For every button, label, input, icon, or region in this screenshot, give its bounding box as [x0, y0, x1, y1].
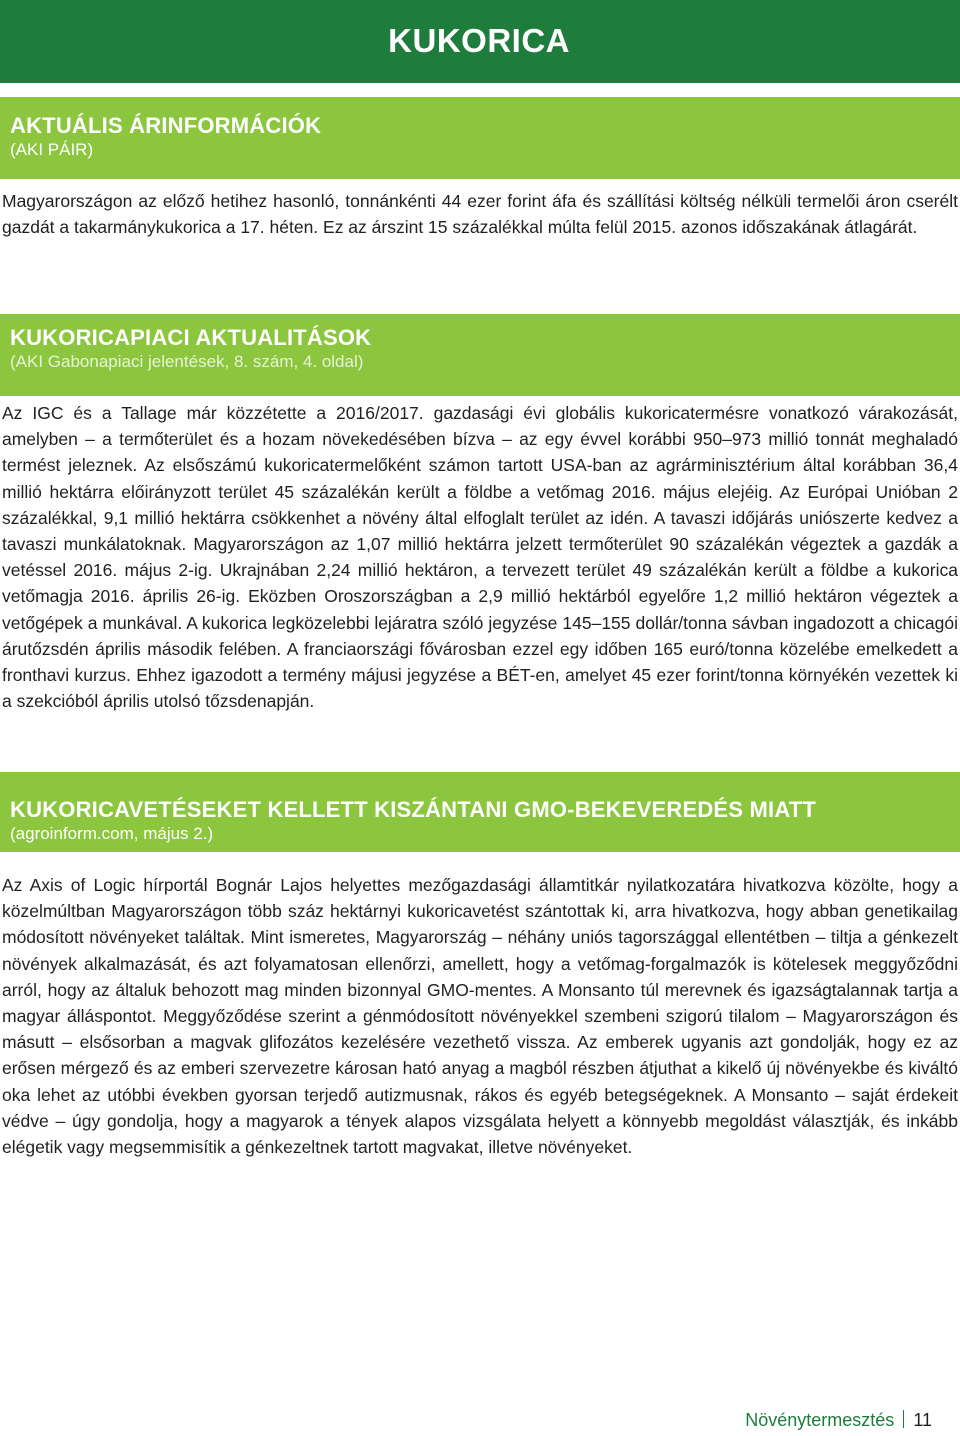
section-heading: KUKORICAVETÉSEKET KELLETT KISZÁNTANI GMO-BEKEVEREDÉS MIATT	[10, 797, 817, 822]
header-bar	[0, 0, 960, 83]
section-heading-bar	[0, 97, 960, 179]
page-footer	[745, 1410, 932, 1431]
section-source: (agroinform.com, május 2.)	[10, 824, 214, 843]
footer-divider	[903, 1410, 904, 1428]
section-heading: KUKORICAPIACI AKTUALITÁSOK	[10, 325, 372, 350]
footer-section-name: Növénytermesztés	[745, 1410, 895, 1430]
section-heading-bar	[0, 314, 960, 396]
section-body: Magyarországon az előző hetihez hasonló, tonnánkénti 44 ezer forint áfa és szállítási költség nélküli termelői áron cserélt gazdát a takarmánykukorica a 17. héten. Ez az árszint 15 százalékkal múlta felül 2015. azonos időszakának átlagárát.	[2, 191, 958, 237]
page-title: KUKORICA	[388, 22, 570, 59]
section-source: (AKI PÁIR)	[10, 140, 94, 159]
section-body: Az IGC és a Tallage már közzétette a 2016/2017. gazdasági évi globális kukoricatermésre vonatkozó várakozását, amelyben – a termőterület és a hozam növekedésében bízva – az egy évvel korábbi 950–973 millió tonnát meghaladó termést jeleznek. Az elsőszámú kukoricatermelőként számon tartott USA-ban az agrárminisztérium által korábban 36,4 millió hektárra előirányzott terület 45 százalékán került a földbe a vetőmag 2016. május elejéig. Az Európai Unióban 2 százalékkal, 9,1 millió hektárra csökkenhet a növény által elfoglalt terület az idén. A tavaszi időjárás uniószerte kedvez a tavaszi munkálatoknak. Magyarországon az 1,07 millió hektárra jelzett termőterület 90 százalékán végeztek a gazdák a vetéssel 2016. május 2-ig. Ukrajnában 2,24 millió hektáron, a tervezett terület 49 százalékán került a földbe a kukorica vetőmagja 2016. április 26-ig. Eközben Oroszországban a 2,9 millió hektárból egyelőre 1,2 millió hektáron végeztek a vetőgépek a munkával. A kukorica legközelebbi lejáratra szóló jegyzése 145–155 dollár/tonna sávban ingadozott a chicagói árutőzsdén április második felében. A franciaországi fővárosban ezzel egy időben 165 euró/tonna közelébe emelkedett a fronthavi kurzus. Ehhez igazodott a termény májusi jegyzése a BÉT-en, amelyet 45 ezer forint/tonna környékén vezettek ki a szekcióból április utolsó tőzsdenapján.	[2, 403, 958, 712]
page-number: 11	[913, 1410, 932, 1430]
section-heading: AKTUÁLIS ÁRINFORMÁCIÓK	[10, 113, 322, 138]
section-body: Az Axis of Logic hírportál Bognár Lajos helyettes mezőgazdasági államtitkár nyilatkozatára hivatkozva közölte, hogy a közelmúltban Magyarországon több száz hektárnyi kukoricavetést szántottak ki, arra hivatkozva, hogy abban genetikailag módosított növényeket találtak. Mint ismeretes, Magyarország – néhány uniós tagországgal ellentétben – tiltja a génkezelt növények alkalmazását, és azt folyamatosan ellenőrzi, amellett, hogy a vetőmag-forgalmazók is kötelesek meggyőződni arról, hogy az általuk behozott mag minden bizonnyal GMO-mentes. A Monsanto túl merevnek és igazságtalannak tartja a magyar álláspontot. Meggyőződése szerint a génmódosított növényekkel szembeni szigorú tilalom – Magyarországon és másutt – elsősorban a magvak glifozátos kezelésére vezethető vissza. Az emberek ugyanis azt gondolják, hogy ez az erősen mérgező és az emberi szervezetre károsan ható anyag a magból részben átjuthat a kikelő új növényekbe és kiváltó oka lehet az utóbbi években gyorsan terjedő autizmusnak, rákos és egyéb betegségeknek. A Monsanto – saját érdekeit védve – úgy gondolja, hogy a magyarok a tények alapos vizsgálata helyett a könnyebb megoldást választják, és inkább elégetik vagy megsemmisítik a génkezeltnek tartott magvakat, illetve növényeket.	[2, 875, 958, 1158]
section-heading-bar	[0, 772, 960, 852]
section-source: (AKI Gabonapiaci jelentések, 8. szám, 4. oldal)	[10, 352, 364, 371]
